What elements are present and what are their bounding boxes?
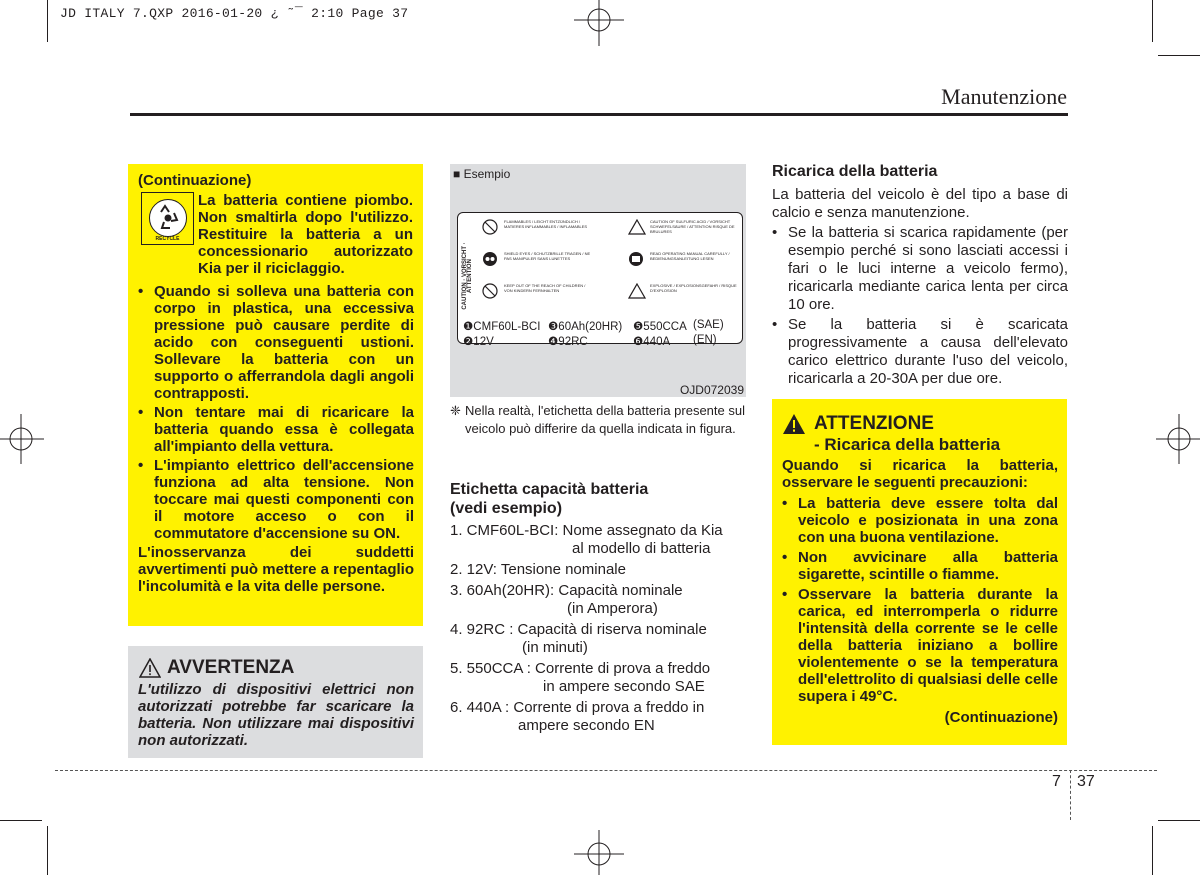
list-item: • L'impianto elettrico dell'accensione funziona ad alta tensione. Non toccare mai questi componenti con il motore acceso o con il commutatore d'accensione su ON.	[138, 457, 414, 542]
list-item: • Non avvicinare alla batteria sigarette, scintille o fiamme.	[782, 549, 1058, 583]
continuation-label: (Continuazione)	[138, 172, 252, 189]
label-row-1: ❶CMF60L-BCI ❸60Ah(20HR) ❺550CCA (SAE)	[463, 319, 724, 333]
list-item: 4. 92RC : Capacità di riserva nominale (in minuti)	[450, 621, 707, 656]
header-rule	[130, 113, 1068, 116]
figure-caption: ■ Esempio	[453, 167, 511, 181]
recycle-icon	[141, 192, 194, 245]
battery-label-card	[457, 212, 743, 348]
crop-mark	[0, 820, 42, 821]
charging-heading: Ricarica della batteria	[772, 163, 938, 180]
list-item: • Quando si solleva una batteria con corpo in plastica, una eccessiva pressione può causare perdite di acido con conseguenti ustioni. Sollevare la batteria con un supporto o afferrandola dagli angoli contrapposti.	[138, 283, 414, 402]
registration-mark-right	[1156, 412, 1200, 466]
manual-icon	[628, 251, 644, 267]
no-flame-icon	[482, 219, 498, 235]
label-side-text: CAUTION · VORSICHT · ATTENTION	[462, 242, 473, 310]
figure-note	[450, 402, 746, 438]
eye-protection-icon	[482, 251, 498, 267]
list-item: 6. 440A : Corrente di prova a freddo in ampere secondo EN	[450, 699, 705, 734]
warning-title: AVVERTENZA	[167, 657, 295, 678]
warning-text-flammables: FLAMMABLES / LEICHT ENTZÜNDLICH / MATIERES INFLAMMABLES / INFLAMABLES	[504, 219, 588, 229]
label-row-2: ❷12V ❹92RC ❻440A (EN)	[463, 334, 717, 348]
crop-mark	[1158, 55, 1200, 56]
attention-title: ATTENZIONE	[814, 413, 934, 434]
page-number: 37	[1077, 773, 1095, 790]
capacity-list	[450, 522, 750, 735]
warning-text: L'utilizzo di dispositivi elettrici non autorizzati potrebbe far scaricare la batteria. Non utilizzare mai dispositivi non autorizzati.	[138, 681, 414, 749]
attention-subtitle: - Ricarica della batteria	[814, 435, 1001, 454]
explosion-warning-icon	[628, 283, 646, 299]
crop-mark	[47, 826, 48, 875]
warning-text-children: KEEP OUT OF THE REACH OF CHILDREN / VON KINDERN FERNHALTEN	[504, 283, 586, 293]
caution-box	[128, 164, 423, 626]
list-item: • Se la batteria si è scaricata progressivamente a causa dell'elevato carico elettrico durante l'uso del veicolo, ricaricarla a 20-30A per due ore.	[772, 316, 1068, 387]
lead-paragraph: La batteria contiene piombo. Non smaltirla dopo l'utilizzo. Restituire la batteria a un concessionario autorizzato Kia per il riciclaggio.	[198, 192, 413, 277]
printer-slug: JD ITALY 7.QXP 2016-01-20 ¿ ˜¯ 2:10 Page 37	[60, 6, 409, 21]
list-item: 3. 60Ah(20HR): Capacità nominale (in Amperora)	[450, 582, 683, 617]
warning-text-explosive: EXPLOSIVE / EXPLOSIONSGEFAHR / RISQUE D'EXPLOSION	[650, 283, 737, 293]
registration-mark-bottom	[572, 828, 626, 875]
warning-triangle-icon	[782, 413, 806, 435]
chapter-number: 7	[1052, 773, 1061, 790]
section-title: Manutenzione	[941, 84, 1067, 109]
battery-label-figure	[450, 164, 746, 397]
footer-rule	[55, 770, 1157, 771]
list-item: 2. 12V: Tensione nominale	[450, 561, 626, 578]
warning-text-shield-eyes: SHIELD EYES / SCHUTZBRILLE TRAGEN / NE PAS MANIPULER SANS LUNETTES	[504, 251, 591, 261]
warning-text-acid: CAUTION OF SULFURIC ACID / VORSICHT SCHWEFELSÄURE / ATTENTION RISQUE DE BRULURES	[650, 219, 735, 234]
warning-box	[128, 646, 423, 758]
charging-intro: La batteria del veicolo è del tipo a base di calcio e senza manutenzione.	[772, 186, 1068, 221]
footer-separator	[1070, 770, 1072, 820]
registration-mark-top	[572, 0, 626, 52]
keep-away-children-icon	[482, 283, 498, 299]
figure-code: OJD072039	[679, 383, 744, 397]
crop-mark	[47, 0, 48, 42]
recycle-label: RECYCLE	[155, 236, 180, 242]
closing-paragraph: L'inosservanza dei suddetti avvertimenti può mettere a repentaglio l'incolumità e la vita delle persone.	[138, 544, 414, 595]
crop-mark	[1158, 820, 1200, 821]
continuation-label: (Continuazione)	[944, 709, 1058, 726]
acid-warning-icon	[628, 219, 646, 235]
charging-section	[772, 186, 1068, 388]
list-item: • Se la batteria si scarica rapidamente (per esempio perché si sono lasciati accessi i fari o le luci interne a veicolo fermo), ricaricarla mediante carica lenta per circa 10 ore.	[772, 224, 1068, 313]
warning-text-manual: READ OPERATING MANUAL CAREFULLY / BEDIENUNGSANLEITUNG LESEN	[650, 251, 730, 261]
list-item: • Osservare la batteria durante la carica, ed interromperla o ridurre l'intensità della corrente se le celle della batteria iniziano a bollire violentemente o se la temperatura dell'elettrolito di qualsiasi delle celle supera i 49°C.	[782, 586, 1058, 705]
list-item: 5. 550CCA : Corrente di prova a freddo in ampere secondo SAE	[450, 660, 711, 695]
list-item: • La batteria deve essere tolta dal veicolo e posizionata in una zona con una buona ventilazione.	[782, 495, 1058, 546]
crop-mark	[1152, 826, 1153, 875]
attention-lead: Quando si ricarica la batteria, osservare le seguenti precauzioni:	[782, 457, 1058, 491]
attention-box	[772, 399, 1067, 745]
note-text: Nella realtà, l'etichetta della batteria presente sul veicolo può differire da quella indicata in figura.	[465, 403, 745, 436]
warning-triangle-icon	[139, 658, 161, 678]
note-symbol: ❈	[450, 403, 461, 418]
capacity-heading: Etichetta capacità batteria (vedi esempio)	[450, 481, 649, 517]
list-item: 1. CMF60L-BCI: Nome assegnato da Kia al modello di batteria	[450, 522, 723, 557]
registration-mark-left	[0, 412, 44, 466]
crop-mark	[1152, 0, 1153, 42]
list-item: • Non tentare mai di ricaricare la batteria quando essa è collegata all'impianto della vettura.	[138, 404, 414, 455]
